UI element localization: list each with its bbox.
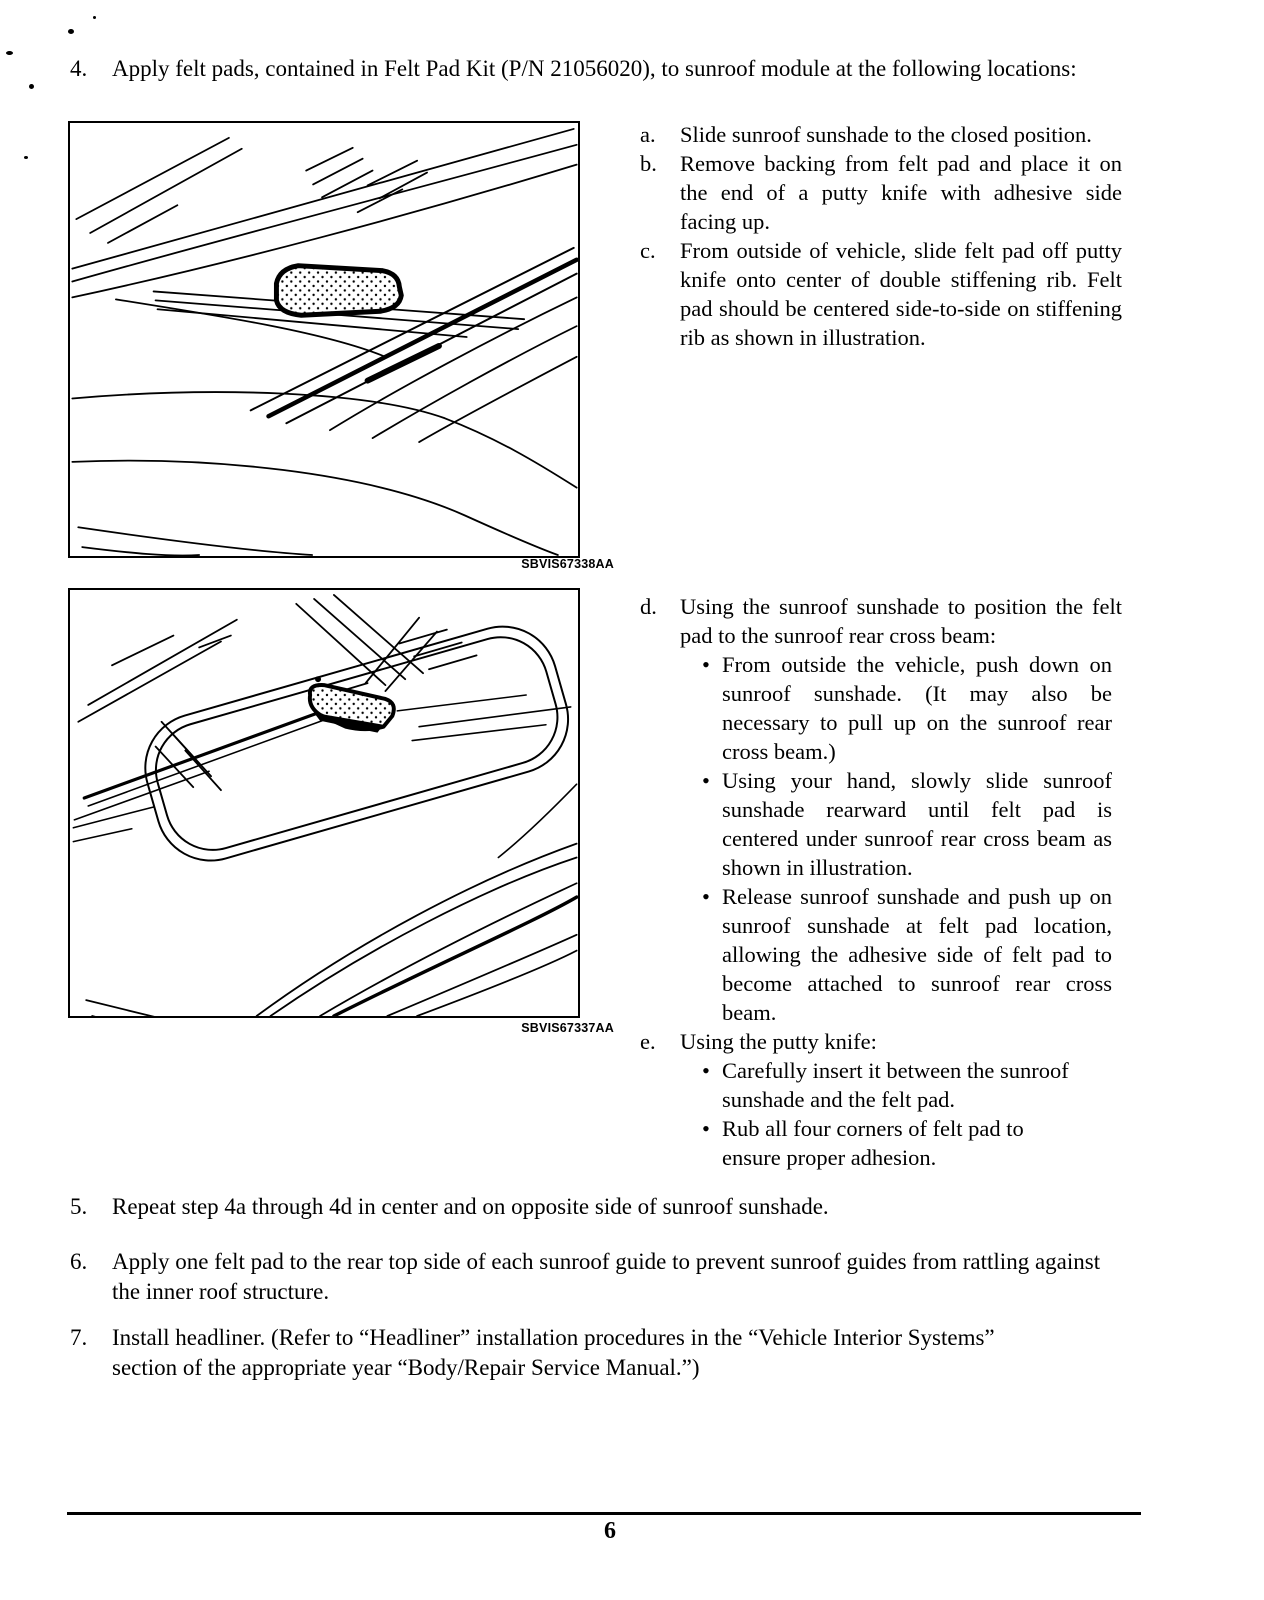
substep-d-text: Using the sunroof sunshade to position the felt pad to the sunroof rear cross beam: — [680, 594, 1122, 648]
substep-d-letter: d. — [640, 594, 657, 619]
step-5 — [70, 1192, 1132, 1222]
bullet-icon: • — [702, 652, 710, 677]
bullet-item — [680, 650, 1122, 766]
figure-2-caption: SBVIS67337AA — [521, 1021, 614, 1035]
step-7 — [70, 1323, 1132, 1383]
felt-pad — [276, 266, 401, 316]
step-6-text: Apply one felt pad to the rear top side of each sunroof guide to prevent sunroof guides from rattling against the inner roof structure. — [112, 1249, 1101, 1304]
bullet-icon: • — [702, 768, 710, 793]
bullet-text: Using your hand, slowly slide sunroof sunshade rearward until felt pad is centered under sunroof rear cross beam as shown in illustration. — [722, 768, 1112, 880]
substep-c-text: From outside of vehicle, slide felt pad off putty knife onto center of double stiffening rib. Felt pad should be centered side-to-side on stiffening rib as shown in illustration. — [680, 238, 1122, 350]
substep-c-letter: c. — [640, 238, 656, 263]
step-4-number: 4. — [70, 56, 88, 81]
scan-speck — [68, 29, 74, 34]
bullet-item — [680, 1114, 1122, 1172]
page-number: 6 — [604, 1518, 616, 1544]
step-5-number: 5. — [70, 1194, 88, 1219]
substep-e-text: Using the putty knife: — [680, 1029, 877, 1054]
scan-speck — [93, 16, 96, 19]
scan-speck — [24, 156, 28, 159]
roof-rear-edge-lines — [86, 784, 576, 1016]
substep-list-abc — [640, 120, 1122, 352]
scan-speck — [6, 51, 13, 55]
bullet-icon: • — [702, 1058, 710, 1083]
figure-sunroof-rear-cross-beam — [68, 588, 580, 1018]
substep-list-de — [640, 592, 1122, 1172]
scan-speck — [29, 84, 34, 89]
step-4 — [70, 54, 1132, 84]
sunroof-module-illustration — [70, 123, 578, 556]
bullet-text: Carefully insert it between the sunroof sunshade and the felt pad. — [722, 1058, 1069, 1112]
bullet-item — [680, 882, 1122, 1027]
substep-d — [640, 592, 1122, 1027]
sunroof-frame-illustration — [70, 590, 578, 1016]
felt-pad — [310, 676, 394, 732]
bullet-text: From outside the vehicle, push down on sunroof sunshade. (It may also be necessary to pull up on the sunroof rear cross beam.) — [722, 652, 1112, 764]
substep-c — [640, 236, 1122, 352]
substep-b-letter: b. — [640, 151, 657, 176]
substep-e — [640, 1027, 1122, 1172]
step-5-text: Repeat step 4a through 4d in center and on opposite side of sunroof sunshade. — [112, 1194, 829, 1219]
step-4-text: Apply felt pads, contained in Felt Pad Kit (P/N 21056020), to sunroof module at the following locations: — [112, 56, 1077, 81]
footer-rule — [67, 1512, 1141, 1515]
bullet-item — [680, 766, 1122, 882]
substep-a-text: Slide sunroof sunshade to the closed position. — [680, 122, 1092, 147]
step-6-number: 6. — [70, 1249, 88, 1274]
step-7-number: 7. — [70, 1325, 88, 1350]
substep-b — [640, 149, 1122, 236]
sunroof-frame — [132, 614, 578, 874]
figure-1-caption: SBVIS67338AA — [521, 557, 614, 571]
substep-b-text: Remove backing from felt pad and place it on the end of a putty knife with adhesive side facing up. — [680, 151, 1122, 234]
bullet-item — [680, 1056, 1122, 1114]
step-6 — [70, 1247, 1132, 1307]
roof-panel-lines — [72, 129, 576, 357]
figure-sunroof-stiffening-rib — [68, 121, 580, 558]
substep-a — [640, 120, 1122, 149]
roof-lower-edge-lines — [72, 392, 576, 555]
substep-e-letter: e. — [640, 1029, 656, 1054]
roof-panel-lines — [78, 595, 476, 790]
substep-a-letter: a. — [640, 122, 656, 147]
step-7-text: Install headliner. (Refer to “Headliner” installation procedures in the “Vehicle Interior Systems” section of the appropriate year “Body/Repair Service Manual.”) — [112, 1325, 995, 1380]
bullet-text: Release sunroof sunshade and push up on sunroof sunshade at felt pad location, allowing the adhesive side of felt pad to become attached to sunroof rear cross beam. — [722, 884, 1112, 1025]
bullet-icon: • — [702, 1116, 710, 1141]
bullet-text: Rub all four corners of felt pad to ensure proper adhesion. — [722, 1116, 1024, 1170]
bullet-icon: • — [702, 884, 710, 909]
